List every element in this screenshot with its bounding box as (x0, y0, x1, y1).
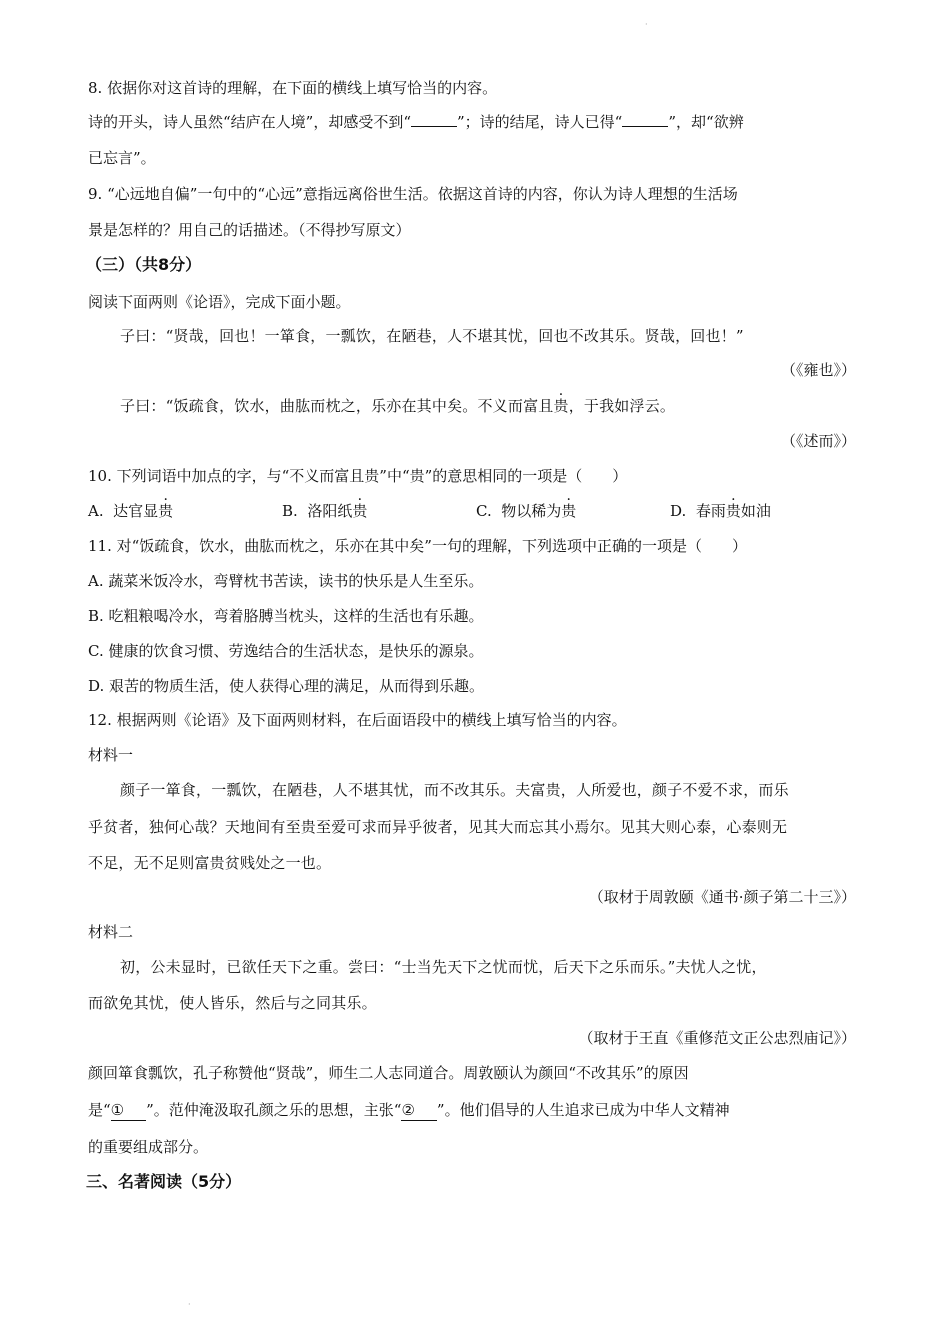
option-text: 洛阳纸 (307, 502, 353, 520)
q10-title: 10. 下列词语中加点的字，与“不义而富且贵”中“贵”的意思相同的一项是（ ） (88, 467, 628, 485)
option-text: 春雨 (695, 502, 726, 520)
q10-option-b[interactable] (282, 501, 367, 521)
material-2-line-2: 而欲免其忧，使人皆乐，然后与之同其乐。 (88, 994, 377, 1012)
para-text-b: ”。范仲淹汲取孔颜之乐的思想，主张“ (146, 1101, 402, 1119)
q12-title: 12. 根据两则《论语》及下面两则材料，在后面语段中的横线上填写恰当的内容。 (88, 711, 627, 729)
option-label: B. (282, 502, 298, 520)
option-text: 达官显 (113, 502, 159, 520)
material-1-source: （取材于周敦颐《通书·颜子第二十三》） (588, 888, 856, 906)
q8-text-b: ”；诗的结尾，诗人已得“ (457, 113, 623, 131)
q10-option-c[interactable] (476, 501, 576, 521)
para-text-a: 是“ (88, 1101, 111, 1119)
quote2-text-b: ，于我如浮云。 (568, 397, 676, 415)
material-1-line-3: 不足，无不足则富贵贫贱处之一也。 (88, 854, 332, 872)
q9-line2: 景是怎样的？用自己的话描述。（不得抄写原文） (88, 221, 411, 239)
q12-paragraph-line-1: 颜回箪食瓢饮，孔子称赞他“贤哉”，师生二人志同道合。周敦颐认为颜回“不改其乐”的原因 (88, 1064, 689, 1082)
section-4-heading: 三、名著阅读（5分） (86, 1172, 242, 1191)
option-text: 物以稀为 (501, 502, 562, 520)
analects-source-1: （《雍也》） (780, 361, 856, 379)
material-2-label: 材料二 (88, 923, 134, 941)
option-label: C. (476, 502, 492, 520)
q11-title: 11. 对“饭疏食，饮水，曲肱而枕之，乐亦在其中矣”一句的理解，下列选项中正确的一项是（ ） (88, 537, 747, 555)
answer-blank-2[interactable]: ② (401, 1100, 436, 1121)
analects-quote-1: 子曰：“贤哉，回也！一箪食，一瓢饮，在陋巷，人不堪其忧，回也不改其乐。贤哉，回也！” (120, 327, 744, 345)
dotted-char: 贵 (725, 502, 741, 520)
material-2-line-1: 初，公未显时，已欲任天下之重。尝曰：“士当先天下之忧而忧，后天下之乐而乐。”夫忧人之忧， (120, 958, 767, 976)
q11-option-a[interactable]: A. 蔬菜米饭冷水，弯臂枕书苦读，读书的快乐是人生至乐。 (88, 572, 484, 590)
section-3-heading: （三）（共8分） (86, 255, 202, 274)
option-text-post: 如油 (740, 502, 771, 520)
dotted-char: 贵 (158, 502, 174, 520)
q12-paragraph-line-2 (88, 1100, 730, 1121)
q11-option-d[interactable]: D. 艰苦的物质生活，使人获得心理的满足，从而得到乐趣。 (88, 677, 485, 695)
dotted-char: 贵 (352, 502, 368, 520)
q8-blank-2[interactable] (622, 112, 668, 127)
q8-line2: 已忘言”。 (88, 149, 156, 167)
material-1-line-1: 颜子一箪食，一瓢饮，在陋巷，人不堪其忧，而不改其乐。夫富贵，人所爱也，颜子不爱不求，而乐 (120, 781, 789, 799)
dotted-char: 贵 (561, 502, 577, 520)
q11-option-c[interactable]: C. 健康的饮食习惯、劳逸结合的生活状态，是快乐的源泉。 (88, 642, 484, 660)
material-1-label: 材料一 (88, 746, 134, 764)
option-label: A. (88, 502, 104, 520)
q8-text-a: 诗的开头，诗人虽然“结庐在人境”，却感受不到“ (88, 113, 412, 131)
q11-option-b[interactable]: B. 吃粗粮喝冷水，弯着胳膊当枕头，这样的生活也有乐趣。 (88, 607, 484, 625)
para-text-c: ”。他们倡导的人生追求已成为中华人文精神 (436, 1101, 730, 1119)
q12-paragraph-line-3: 的重要组成部分。 (88, 1138, 209, 1156)
corner-mark-top: · (645, 20, 648, 29)
q9-line1: 9. “心远地自偏”一句中的“心远”意指远离俗世生活。依据这首诗的内容，你认为诗人理想的生活场 (88, 185, 738, 203)
material-1-line-2: 乎贫者，独何心哉？天地间有至贵至爱可求而异乎彼者，见其大而忘其小焉尔。见其大则心泰，心泰则无 (88, 818, 788, 836)
q8-text-c: ”，却“欲辨 (668, 113, 744, 131)
section-3-intro: 阅读下面两则《论语》，完成下面小题。 (88, 293, 351, 311)
analects-source-2: （《述而》） (780, 432, 856, 450)
option-label: D. (670, 502, 687, 520)
dotted-char: 贵 (553, 397, 569, 415)
analects-quote-2 (120, 396, 675, 416)
quote2-text-a: 子曰：“饭疏食，饮水，曲肱而枕之，乐亦在其中矣。不义而富且 (120, 397, 554, 415)
q10-option-d[interactable] (670, 501, 771, 521)
q10-option-a[interactable] (88, 501, 173, 521)
q8-line1 (88, 112, 744, 132)
corner-mark-bottom: · (188, 1300, 191, 1309)
material-2-source: （取材于王直《重修范文正公忠烈庙记》） (578, 1029, 856, 1047)
answer-blank-1[interactable]: ① (111, 1100, 146, 1121)
q8-title: 8. 依据你对这首诗的理解，在下面的横线上填写恰当的内容。 (88, 79, 498, 97)
q8-blank-1[interactable] (411, 112, 457, 127)
